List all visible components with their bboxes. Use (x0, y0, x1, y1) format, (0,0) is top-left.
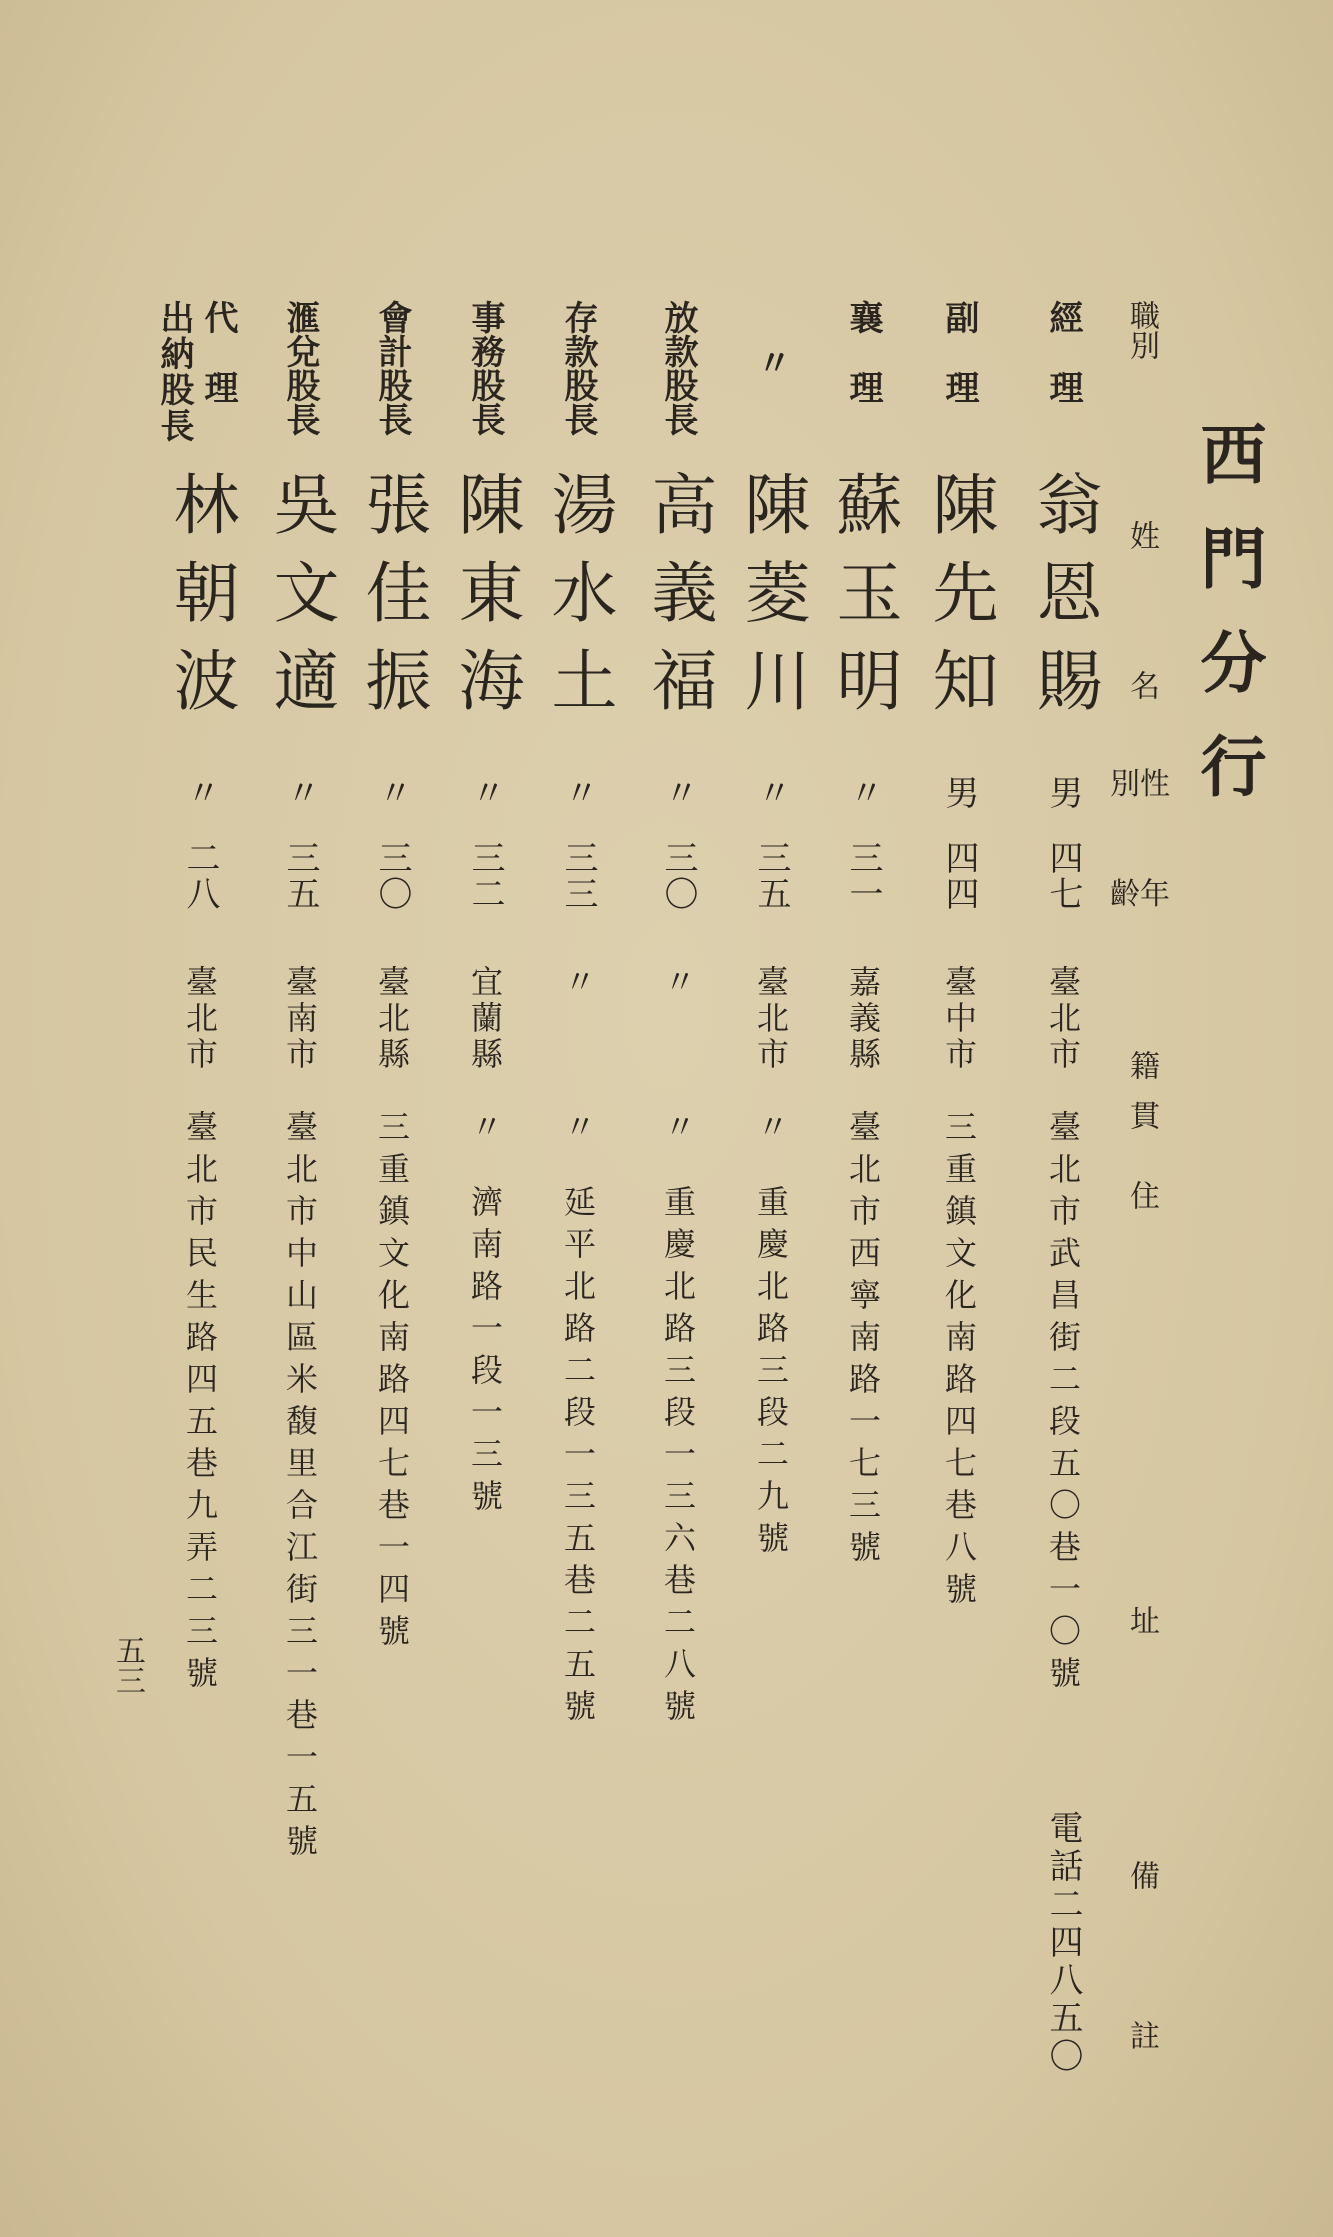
header-address-2: 址 (1124, 1605, 1159, 1635)
age-cell: 二八 (180, 840, 220, 912)
sex-cell: 〃 (558, 775, 598, 809)
name-cell: 高義福 (640, 470, 717, 734)
sex-cell: 〃 (843, 775, 883, 809)
role-cell: 副理 (939, 300, 979, 440)
role-cell: 〃 (751, 345, 791, 379)
header-given-name: 名 (1124, 670, 1159, 700)
address-ditto-mark: 〃 (466, 1110, 504, 1152)
native-place-cell: 〃 (559, 965, 597, 1001)
role-cell: 滙兌股長 (280, 300, 320, 436)
native-place-cell: 臺北縣 (373, 965, 411, 1073)
age-cell: 三三 (558, 840, 598, 912)
role-cell: 事務股長 (465, 300, 505, 436)
sex-cell: 男 (939, 775, 979, 809)
age-cell: 三五 (280, 840, 320, 912)
native-place-cell: 臺北市 (1044, 965, 1082, 1073)
address-cell: 重慶北路三段二九號 (752, 1185, 790, 1563)
address-ditto-mark: 〃 (752, 1110, 790, 1152)
address-cell: 三重鎮文化南路四七巷八號 (940, 1110, 978, 1614)
sex-cell: 〃 (372, 775, 412, 809)
header-native-place: 籍貫 (1124, 1050, 1159, 1150)
age-cell: 四四 (939, 840, 979, 912)
role-acting-label: 代理 (198, 300, 238, 440)
name-cell: 湯水土 (540, 470, 617, 734)
address-cell: 延平北路二段一三五巷二五號 (559, 1185, 597, 1731)
native-place-cell: 臺北市 (752, 965, 790, 1073)
native-place-cell: 臺南市 (281, 965, 319, 1073)
name-cell: 陳菱川 (733, 470, 810, 734)
native-place-cell: 嘉義縣 (844, 965, 882, 1073)
sex-cell: 男 (1043, 775, 1083, 809)
address-cell: 臺北市民生路四五巷九弄二三號 (181, 1110, 219, 1698)
header-role: 職別 (1124, 300, 1159, 360)
name-cell: 張佳振 (354, 470, 431, 734)
address-ditto-mark: 〃 (559, 1110, 597, 1152)
address-ditto-mark: 〃 (659, 1110, 697, 1152)
native-place-cell: 臺中市 (940, 965, 978, 1073)
sex-cell: 〃 (180, 775, 220, 809)
age-cell: 三〇 (658, 840, 698, 912)
age-cell: 四七 (1043, 840, 1083, 912)
sex-cell: 〃 (751, 775, 791, 809)
role-cell: 出納股長 (154, 300, 194, 444)
address-cell: 重慶北路三段一三六巷二八號 (659, 1185, 697, 1731)
header-note-1: 備 (1124, 1860, 1159, 1890)
native-place-cell: 〃 (659, 965, 697, 1001)
header-address-1: 住 (1124, 1180, 1159, 1210)
role-cell: 會計股長 (372, 300, 412, 436)
address-cell: 臺北市中山區米馥里合江街三一巷一五號 (281, 1110, 319, 1866)
header-note-2: 註 (1124, 2020, 1159, 2050)
name-cell: 翁恩賜 (1025, 470, 1102, 734)
name-cell: 陳先知 (921, 470, 998, 734)
native-place-cell: 宜蘭縣 (466, 965, 504, 1073)
address-cell: 臺北市武昌街二段五〇巷一〇號 (1044, 1110, 1082, 1698)
header-sex: 性別 (1110, 767, 1170, 802)
sex-cell: 〃 (465, 775, 505, 809)
note-cell: 電話二四八五〇 (1043, 1810, 1083, 2076)
sex-cell: 〃 (658, 775, 698, 809)
page-title: 西門分行 (1189, 420, 1267, 836)
header-age: 年齡 (1110, 877, 1170, 912)
name-cell: 陳東海 (447, 470, 524, 734)
name-cell: 蘇玉明 (825, 470, 902, 734)
native-place-cell: 臺北市 (181, 965, 219, 1073)
address-cell: 三重鎮文化南路四七巷一四號 (373, 1110, 411, 1656)
name-cell: 林朝波 (162, 470, 239, 734)
sex-cell: 〃 (280, 775, 320, 809)
role-cell: 放款股長 (658, 300, 698, 436)
page-number: 五三 (110, 1635, 145, 1695)
age-cell: 三〇 (372, 840, 412, 912)
address-cell: 濟南路一段一三號 (466, 1185, 504, 1521)
role-cell: 經理 (1043, 300, 1083, 440)
role-cell: 存款股長 (558, 300, 598, 436)
role-cell: 襄理 (843, 300, 883, 440)
age-cell: 三五 (751, 840, 791, 912)
name-cell: 吳文適 (262, 470, 339, 734)
age-cell: 三二 (465, 840, 505, 912)
address-cell: 臺北市西寧南路一七三號 (844, 1110, 882, 1572)
header-surname: 姓 (1124, 520, 1159, 550)
age-cell: 三一 (843, 840, 883, 912)
